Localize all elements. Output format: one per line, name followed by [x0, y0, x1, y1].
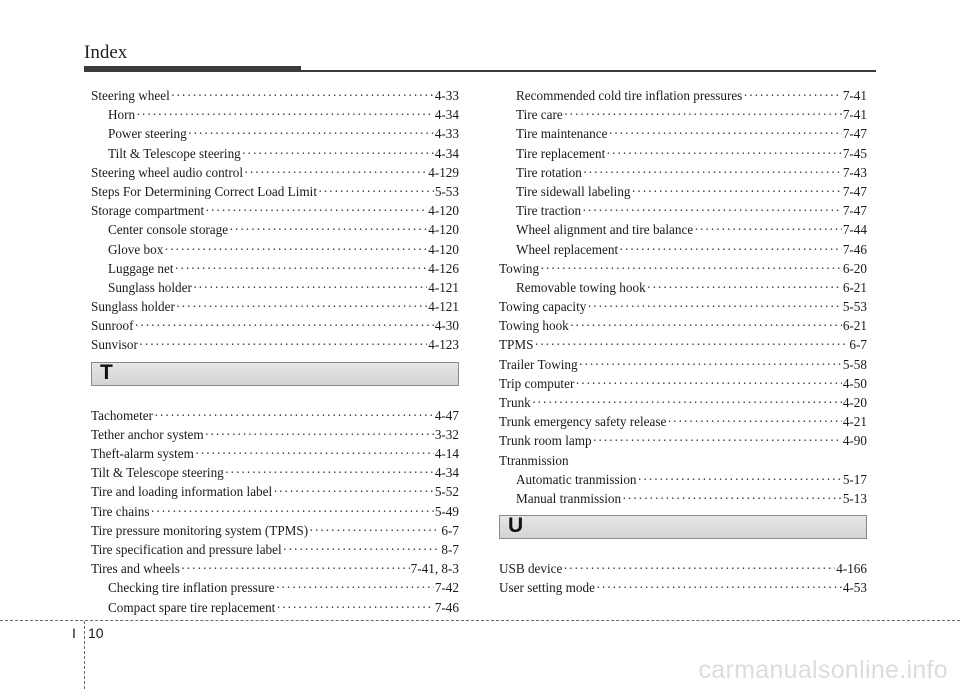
index-entry: [91, 598, 459, 617]
entry-page: 8-7: [441, 541, 459, 557]
entry-page: 4-121: [428, 299, 459, 315]
entry-page: 5-58: [842, 356, 867, 372]
dot-leader: [667, 412, 841, 431]
entry-page: 7-41: [842, 88, 867, 103]
entry-label: Theft-alarm system: [91, 446, 194, 461]
entry-label: Compact spare tire replacement: [108, 599, 276, 615]
index-entry: [499, 431, 867, 450]
dot-leader: [532, 393, 842, 412]
dot-leader: [195, 444, 434, 463]
entry-page: 7-47: [842, 203, 867, 219]
index-entry: [91, 182, 459, 201]
section-header-u: [499, 515, 867, 539]
entry-page: 4-126: [428, 260, 459, 276]
index-entry: [91, 86, 459, 105]
entry-page: 7-43: [842, 164, 867, 180]
footer-dashed-rule: [0, 620, 960, 621]
entry-label: Wheel alignment and tire balance: [516, 222, 694, 238]
dot-leader: [534, 335, 848, 354]
dot-leader: [139, 335, 427, 354]
section-letter: U: [508, 514, 524, 538]
index-entry: [499, 355, 867, 374]
index-entry: [499, 559, 867, 578]
entry-page: 4-33: [434, 126, 459, 142]
right-column: [499, 86, 867, 598]
index-entry: [91, 220, 459, 239]
index-entry: [91, 540, 459, 559]
entry-page: 7-42: [434, 580, 459, 596]
entry-page: 4-166: [836, 561, 867, 577]
index-entry: [91, 278, 459, 297]
dot-leader: [540, 259, 842, 278]
dot-leader: [242, 144, 434, 163]
entry-page: 5-53: [842, 299, 867, 315]
entry-label: Tire pressure monitoring system (TPMS): [91, 522, 309, 538]
dot-leader: [154, 406, 434, 425]
dot-leader: [632, 182, 842, 201]
left-group-2: [91, 406, 459, 617]
entry-label: Trunk room lamp: [499, 433, 592, 449]
dot-leader: [608, 124, 841, 143]
entry-page: 4-20: [842, 395, 867, 410]
index-entry: [499, 259, 867, 278]
entry-label: Luggage net: [108, 260, 174, 276]
index-entry: [91, 521, 459, 540]
entry-label: Trip computer: [499, 375, 575, 391]
entry-label: Tilt & Telescope steering: [91, 465, 224, 481]
dot-leader: [638, 470, 842, 489]
entry-label: USB device: [499, 561, 563, 577]
index-entry: [499, 182, 867, 201]
entry-label: Trunk: [499, 395, 531, 410]
entry-label: Towing capacity: [499, 299, 587, 315]
index-entry: [499, 163, 867, 182]
dot-leader: [135, 316, 434, 335]
entry-label: Tire and loading information label: [91, 484, 273, 500]
index-entry: [91, 444, 459, 463]
entry-label: Tire replacement: [516, 145, 606, 161]
right-group-1: [499, 86, 867, 508]
entry-label: Tilt & Telescope steering: [108, 145, 241, 161]
index-entry: [499, 335, 867, 354]
dot-leader: [647, 278, 842, 297]
dot-leader: [622, 489, 842, 508]
entry-page: 5-49: [434, 503, 459, 519]
dot-leader: [136, 105, 434, 124]
dot-leader: [205, 201, 427, 220]
index-entry: [499, 451, 867, 470]
index-entry: [499, 393, 867, 412]
index-entry: [91, 144, 459, 163]
entry-label: Tire rotation: [516, 164, 582, 180]
section-header-t: [91, 362, 459, 386]
entry-label: Steering wheel: [91, 88, 170, 103]
right-group-2: [499, 559, 867, 597]
entry-page: 7-46: [842, 241, 867, 257]
entry-page: 4-34: [434, 107, 459, 123]
entry-page: 4-21: [842, 414, 867, 430]
dot-leader: [193, 278, 427, 297]
index-entry: [499, 297, 867, 316]
index-entry: [91, 201, 459, 220]
footer-page-number: 10: [88, 625, 104, 641]
entry-page: 4-30: [434, 318, 459, 334]
dot-leader: [188, 124, 434, 143]
entry-page: 4-120: [428, 241, 459, 257]
entry-page: 4-121: [428, 279, 459, 295]
title-rule-thick: [84, 66, 301, 72]
dot-leader: [225, 463, 434, 482]
dot-leader: [276, 598, 433, 617]
dot-leader: [181, 559, 410, 578]
index-entry: [91, 297, 459, 316]
index-entry: [499, 240, 867, 259]
entry-page: 7-45: [842, 145, 867, 161]
dot-leader: [175, 259, 428, 278]
index-entry: [91, 316, 459, 335]
entry-page: 4-34: [434, 465, 459, 481]
dot-leader: [283, 540, 441, 559]
dot-leader: [229, 220, 427, 239]
index-entry: [499, 278, 867, 297]
dot-leader: [694, 220, 842, 239]
index-entry: [91, 406, 459, 425]
entry-page: 4-50: [842, 375, 867, 391]
entry-page: 4-129: [428, 164, 459, 180]
entry-label: Tire maintenance: [516, 126, 608, 142]
entry-label: Sunvisor: [91, 337, 138, 353]
index-entry: [91, 559, 459, 578]
dot-leader: [582, 201, 842, 220]
index-entry: [91, 105, 459, 124]
entry-page: 7-47: [842, 126, 867, 142]
entry-page: 6-20: [842, 260, 867, 276]
entry-label: Storage compartment: [91, 203, 205, 219]
index-entry: [91, 502, 459, 521]
entry-label: Towing: [499, 260, 540, 276]
dot-leader: [743, 86, 841, 105]
index-entry: [91, 124, 459, 143]
entry-label: Steps For Determining Correct Load Limit: [91, 183, 317, 199]
dot-leader: [619, 240, 842, 259]
entry-label: Tire chains: [91, 503, 150, 519]
entry-label: Tire sidewall labeling: [516, 183, 631, 199]
entry-page: 7-47: [842, 183, 867, 199]
entry-label: Steering wheel audio control: [91, 164, 243, 180]
dot-leader: [176, 297, 427, 316]
entry-label: Glove box: [108, 241, 164, 257]
entry-page: 5-52: [434, 484, 459, 500]
entry-page: 3-32: [434, 426, 459, 442]
entry-label: Sunroof: [91, 318, 134, 334]
index-entry: [499, 489, 867, 508]
entry-page: 4-14: [434, 446, 459, 461]
dot-leader: [276, 578, 434, 597]
index-entry: [499, 578, 867, 597]
entry-page: 6-7: [849, 337, 867, 353]
entry-page: 7-41: [842, 107, 867, 123]
index-entry: [499, 144, 867, 163]
dot-leader: [563, 559, 835, 578]
dot-leader: [273, 482, 434, 501]
entry-label: Recommended cold tire inflation pressures: [516, 88, 743, 103]
entry-label: Ttranmission: [499, 452, 569, 468]
dot-leader: [593, 431, 842, 450]
entry-page: 4-53: [842, 580, 867, 596]
index-entry: [499, 374, 867, 393]
index-entry: [91, 335, 459, 354]
entry-page: 7-44: [842, 222, 867, 238]
entry-label: Sunglass holder: [108, 279, 192, 295]
dot-leader: [151, 502, 434, 521]
index-entry: [499, 86, 867, 105]
index-entry: [91, 240, 459, 259]
watermark: carmanualsonline.info: [698, 656, 948, 684]
entry-page: 4-33: [434, 88, 459, 103]
dot-leader: [164, 240, 427, 259]
dot-leader: [564, 105, 842, 124]
entry-label: Automatic tranmission: [516, 471, 637, 487]
index-entry: [91, 578, 459, 597]
index-entry: [499, 124, 867, 143]
entry-label: Center console storage: [108, 222, 229, 238]
entry-page: 4-90: [842, 433, 867, 449]
index-entry: [499, 105, 867, 124]
entry-page: 5-13: [842, 490, 867, 506]
dot-leader: [575, 374, 841, 393]
dot-leader: [570, 316, 842, 335]
index-entry: [91, 259, 459, 278]
entry-page: 6-21: [842, 279, 867, 295]
dot-leader: [309, 521, 440, 540]
dot-leader: [583, 163, 842, 182]
entry-label: Tachometer: [91, 407, 154, 423]
entry-label: Trunk emergency safety release: [499, 414, 667, 430]
index-entry: [91, 425, 459, 444]
index-entry: [91, 163, 459, 182]
entry-label: User setting mode: [499, 580, 595, 596]
index-entry: [499, 470, 867, 489]
entry-page: 4-123: [428, 337, 459, 353]
dot-leader: [596, 578, 842, 597]
entry-label: Wheel replacement: [516, 241, 619, 257]
footer-dashed-divider: [84, 621, 85, 689]
index-entry: [499, 316, 867, 335]
entry-page: 6-7: [441, 522, 459, 538]
entry-label: Tire traction: [516, 203, 582, 219]
dot-leader: [579, 355, 842, 374]
index-entry: [499, 412, 867, 431]
dot-leader: [244, 163, 427, 182]
left-group-1: [91, 86, 459, 355]
entry-label: Horn: [108, 107, 136, 123]
entry-label: Tire care: [516, 107, 563, 123]
dot-leader: [318, 182, 434, 201]
dot-leader: [171, 86, 434, 105]
entry-page: 5-53: [434, 183, 459, 199]
entry-label: Power steering: [108, 126, 187, 142]
entry-page: 4-120: [428, 203, 459, 219]
page-title: Index: [84, 42, 128, 63]
section-letter: T: [100, 360, 113, 384]
entry-label: Checking tire inflation pressure: [108, 580, 275, 596]
index-entry: [499, 201, 867, 220]
footer-section-letter: I: [72, 625, 76, 641]
entry-label: Manual tranmission: [516, 490, 622, 506]
entry-page: 4-34: [434, 145, 459, 161]
entry-label: Towing hook: [499, 318, 569, 334]
entry-label: Trailer Towing: [499, 356, 578, 372]
dot-leader: [606, 144, 842, 163]
entry-label: Tether anchor system: [91, 426, 204, 442]
entry-page: 6-21: [842, 318, 867, 334]
left-column: [91, 86, 459, 617]
index-entry: [499, 220, 867, 239]
entry-label: Tire specification and pressure label: [91, 541, 282, 557]
entry-label: Removable towing hook: [516, 279, 646, 295]
entry-label: Sunglass holder: [91, 299, 175, 315]
dot-leader: [205, 425, 434, 444]
entry-label: Tires and wheels: [91, 561, 180, 577]
entry-page: 4-47: [434, 407, 459, 423]
title-rule-thin: [301, 70, 876, 72]
index-entry: [91, 463, 459, 482]
dot-leader: [587, 297, 841, 316]
index-entry: [91, 482, 459, 501]
entry-page: 4-120: [428, 222, 459, 238]
entry-page: 7-46: [434, 599, 459, 615]
entry-page: 7-41, 8-3: [410, 561, 459, 577]
entry-label: TPMS: [499, 337, 534, 353]
entry-page: 5-17: [842, 471, 867, 487]
